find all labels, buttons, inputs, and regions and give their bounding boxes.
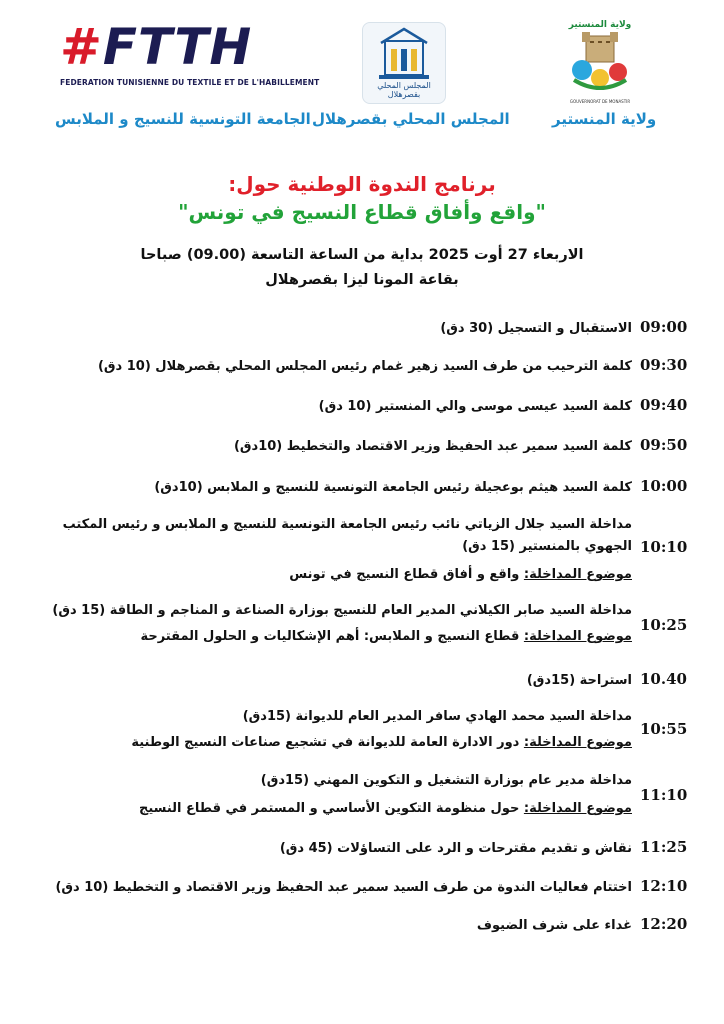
schedule-item: كلمة السيد هيثم بوعجيلة رئيس الجامعة التونسية للنسيج و الملابس (10دق) [154, 480, 632, 495]
ftth-arabic-name: الجامعة التونسية للنسيج و الملابس [55, 110, 311, 128]
schedule-item: الاستقبال و التسجيل (30 دق) [440, 321, 632, 336]
schedule-item: مداخلة السيد محمد الهادي سافر المدير العام للديوانة (15دق) [242, 709, 632, 724]
topic-line [30, 564, 632, 585]
schedule-item: كلمة السيد سمير عبد الحفيظ وزير الاقتصاد والتخطيط (10دق) [233, 439, 632, 454]
schedule-time: 10.40 [640, 670, 687, 688]
council-emblem [362, 22, 446, 104]
topic-text: قطاع النسيج و الملابس: أهم الإشكاليات و الحلول المقترحة [140, 629, 520, 644]
program-subtitle: "واقع وأفاق قطاع النسيج في تونس" [178, 200, 546, 224]
topic-line [30, 732, 632, 753]
schedule-item: اختتام فعاليات الندوة من طرف السيد سمير عبد الحفيظ وزير الاقتصاد و التخطيط (10 دق) [55, 880, 632, 895]
wilaya-arabic-name: ولاية المنستير [552, 110, 657, 128]
schedule-time: 09:50 [640, 436, 688, 454]
building-icon [363, 23, 445, 83]
wilaya-seal-icon [560, 18, 640, 104]
schedule-item: كلمة السيد عيسى موسى والي المنستير (10 دق) [318, 399, 632, 414]
topic-text: دور الادارة العامة للديوانة في تشجيع صناعات النسيج الوطنية [131, 735, 520, 750]
topic-line [30, 798, 632, 819]
wilaya-emblem-subtitle: GOUVERNORAT DE MONASTIR [569, 99, 631, 104]
schedule-time: 10:00 [640, 477, 688, 495]
topic-text: حول منظومة التكوين الأساسي و المستمر في قطاع النسيج [138, 801, 520, 816]
schedule-item: كلمة الترحيب من طرف السيد زهير غمام رئيس المجلس المحلي بقصرهلال (10 دق) [97, 359, 632, 374]
topic-label: موضوع المداخلة: [523, 735, 632, 750]
ftth-logo [60, 18, 320, 87]
event-date: الاربعاء 27 أوت 2025 بداية من الساعة التاسعة (09.00) صباحا [140, 247, 584, 263]
topic-label: موضوع المداخلة: [523, 567, 632, 582]
program-title: برنامج الندوة الوطنية حول: [228, 172, 496, 196]
schedule-item: مداخلة السيد صابر الكيلاني المدير العام للنسيج بوزارة الصناعة و المناجم و الطاقة (15 دق) [52, 603, 632, 618]
schedule-time: 10:25 [640, 616, 688, 634]
schedule-time: 09:30 [640, 356, 688, 374]
topic-line [30, 626, 632, 647]
schedule-time: 10:55 [640, 720, 688, 738]
ftth-logo-subtitle: FEDERATION TUNISIENNE DU TEXTILE ET DE L'HABILLEMENT [60, 78, 320, 87]
council-arabic-name: المجلس المحلي بقصرهلال [312, 110, 510, 128]
schedule-item: استراحة (15دق) [526, 673, 632, 688]
schedule-item: مداخلة السيد جلال الزياتي نائب رئيس الجامعة التونسية للنسيج و الملابس و رئيس المكتب [62, 517, 632, 532]
schedule-time: 11:10 [640, 786, 688, 804]
council-emblem-caption: المجلس المحلي بقصرهلال [377, 81, 431, 99]
schedule-item: مداخلة مدير عام بوزارة التشغيل و التكوين المهني (15دق) [260, 773, 632, 788]
schedule-item-continued: الجهوي بالمنستير (15 دق) [462, 539, 632, 554]
schedule-item: غداء على شرف الضيوف [476, 918, 632, 933]
schedule-time: 12:20 [640, 915, 688, 933]
wilaya-emblem [560, 18, 640, 104]
schedule-time: 10:10 [640, 538, 688, 556]
topic-text: واقع و أفاق قطاع النسيج في تونس [289, 567, 520, 582]
topic-label: موضوع المداخلة: [523, 629, 632, 644]
schedule-item: نقاش و تقديم مقترحات و الرد على التساؤلات (45 دق) [279, 841, 632, 856]
wilaya-emblem-caption: ولاية المنستير [568, 20, 632, 30]
schedule-time: 09:40 [640, 396, 688, 414]
schedule-time: 12:10 [640, 877, 688, 895]
topic-label: موضوع المداخلة: [523, 801, 632, 816]
schedule-time: 09:00 [640, 318, 688, 336]
event-venue: بقاعة المونا ليزا بقصرهلال [265, 272, 459, 288]
schedule-time: 11:25 [640, 838, 688, 856]
ftth-logo-mark: #FTTH [60, 18, 253, 76]
